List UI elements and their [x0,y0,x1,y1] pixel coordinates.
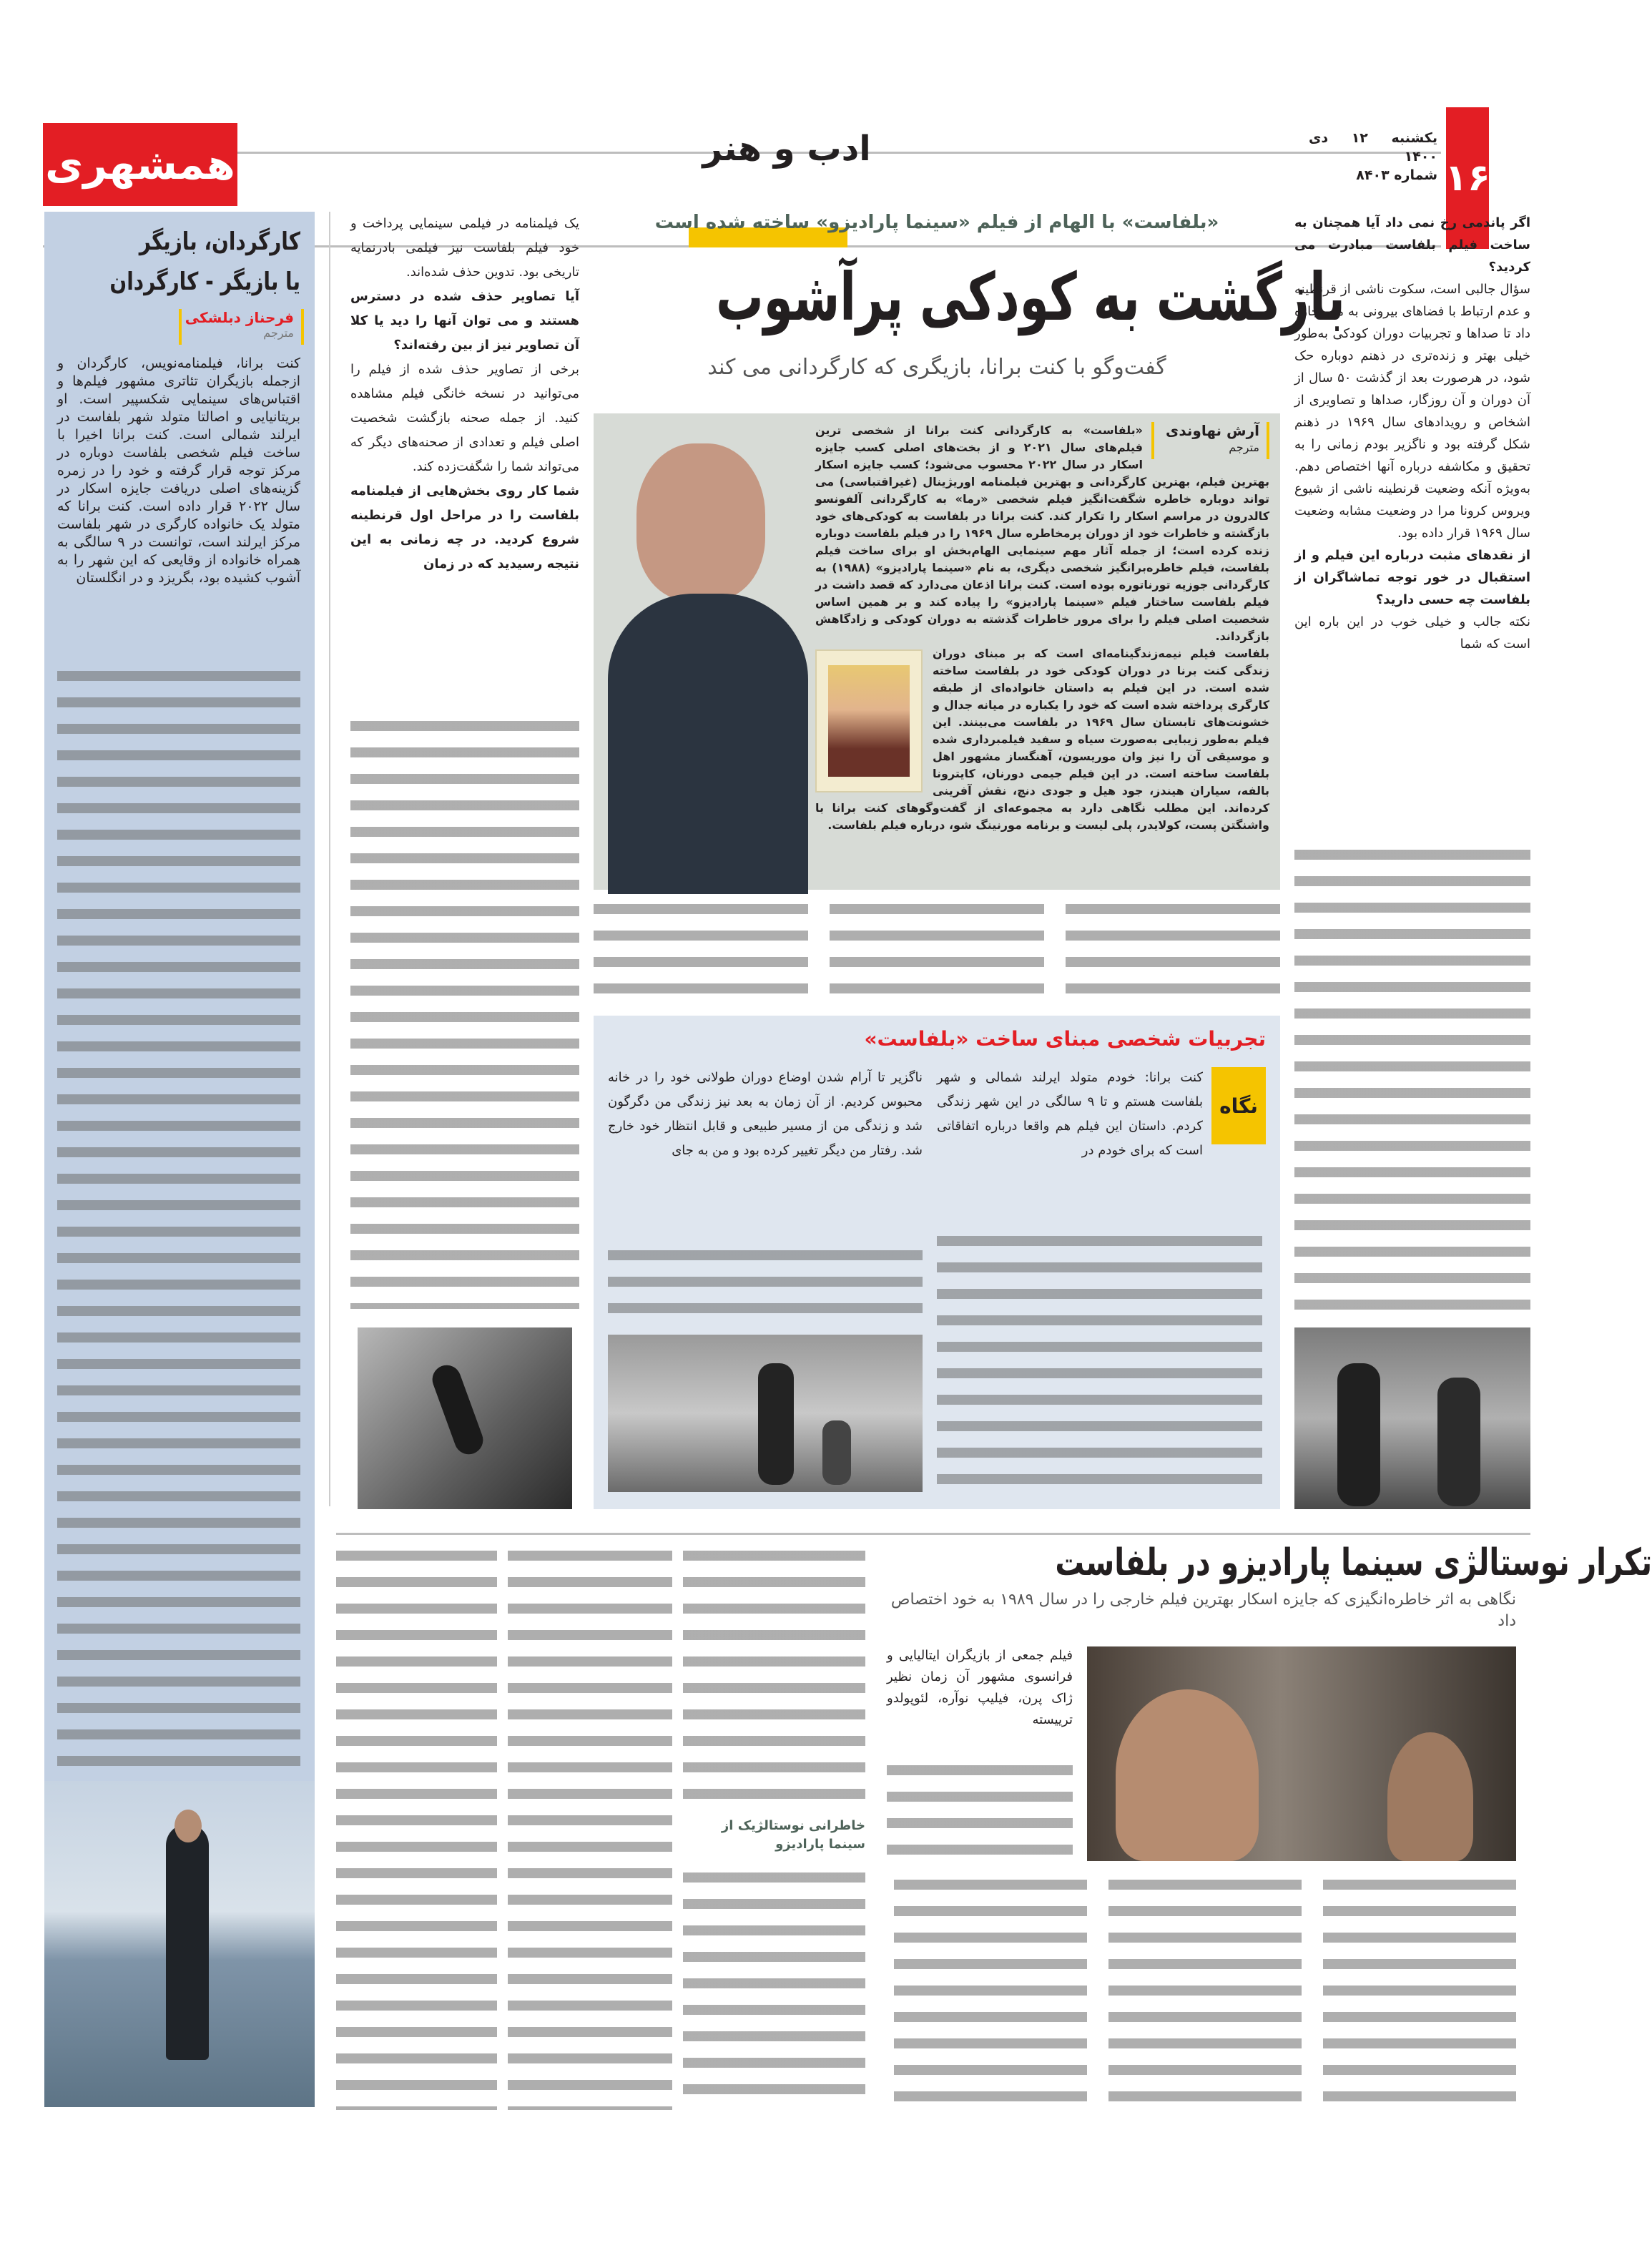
bottom-left-column-3-bottom [683,1867,865,2110]
photo-childhood-portrait [815,649,923,792]
page-number: ۱۶ [1445,157,1490,200]
logo-text: همشهری [45,140,235,189]
byline-role: مترجم [263,326,294,340]
nagah-body-text [937,1230,1262,1495]
issue-date: یکشنبه ۱۲ دی ۱۴۰۰ [1309,130,1437,165]
sidebar-intro: کنت برانا، فیلمنامه‌نویس، کارگردان و ازجمله بازیگران تئاتری مشهور فیلم‌ها و اقتباس‌های سینمایی شکسپیر است. او بریتانیایی و اصالتا متولد شهر بلفاست در ایرلند شمالی است. کنت برانا اخیرا با ساخت فیلم شخصی بلفاست دوباره در مرکز توجه قرار گرفته و خود را در زمره گزینه‌های اصلی دریافت جایزه اسکار در سال ۲۰۲۲ قرار داده است. کنت برانا که متولد یک خانواده کارگری در شهر بلفاست مرکز ایرلند است، توانست در ۹ سالگی به همراه خانواده از وقایعی که این شهر را به آشوب کشیده بود، بگریزد و در انگلستان [57,355,300,586]
issue-number: شماره ۸۴۰۳ [1356,167,1437,183]
interview-question: شما کار روی بخش‌هایی از فیلمنامه بلفاست را در مراحل اول قرنطینه شروع کردید. در چه زمانی به این نتیجه رسیدید که در زمان [350,484,579,571]
nagah-tag [1211,1067,1266,1144]
sidebar-title-line: کارگردان، بازیگر [139,227,300,256]
column-2-body-text [350,715,579,1309]
column-2-photo-boy-running [358,1327,572,1509]
issue-info [1309,129,1437,185]
bottom-body-text [887,1759,1073,1863]
main-headline-wrap [594,247,1345,348]
bottom-text-1: فیلم جمعی از بازیگران ایتالیایی و فرانسوی مشهور آن زمان نظیر ژاک پرن، فیلیپ نوآره، لئوپولدو ترییسته [887,1648,1073,1727]
nagah-text-1: کنت برانا: خودم متولد ایرلند شمالی و شهر بلفاست هستم و تا ۹ سالگی در این شهر زندگی کردم. داستان این فیلم هم واقعا درباره اتفاقاتی است که برای خودم در [937,1070,1203,1158]
byline-name: فرحناز دبلشکی [185,309,294,326]
main-subtitle: گفت‌وگو با کنت برانا، بازیگری که کارگردانی می کند [707,355,1166,380]
section-title: ادب و هنر [702,129,871,169]
bottom-subhead: خاطرانی نوستالژیک از سینما پارادیزو [721,1818,865,1852]
right-column-body-text [1294,844,1530,1316]
newspaper-logo[interactable] [43,123,237,206]
bottom-section-rule [336,1533,1530,1535]
bottom-photo-cinema-paradiso [1087,1646,1516,1861]
interview-question: اگر پاندمی رخ نمی داد آیا همچنان به ساخت فیلم بلفاست مبادرت می کردید؟ [1294,215,1530,275]
main-body-columns [594,898,1280,1006]
bottom-left-columns [336,1545,672,2110]
bottom-left-column-3-top [683,1545,865,1810]
column-2-text [350,212,579,576]
interview-answer: برخی از تصاویر حذف شده از فیلم را می‌توانید در نسخه خانگی فیلم مشاهده کنید. از جمله صحنه بازگشت شخصیت اصلی فیلم و تعدادی از صحنه‌های دیگر که می‌تواند شما را شگفت‌زده کند. [350,362,579,474]
sidebar-photo-branagh-beach [44,1781,315,2107]
sidebar-body-text [57,665,300,1767]
right-photo-family-still [1294,1327,1530,1509]
main-headline: بازگشت به کودکی پرآشوب [716,259,1345,335]
nagah-photo-film-still [608,1335,923,1492]
right-column-text [1294,212,1530,655]
byline-name: آرش نهاوندی [1166,422,1259,439]
lead-block [815,422,1269,834]
photo-kenneth-branagh [608,429,808,890]
sidebar-title-line: یا بازیگر - کارگردان [109,267,300,296]
lead-text-2: بلفاست فیلم نیمه‌زندگینامه‌ای است که بر مبنای دوران زندگی کنت برنا در دوران کودکی خود در بلفاست ساخته شده است. در این فیلم به داستان خانواده‌ای از طبقه کارگری پرداخته شده است که خود را یکباره در میانه جدال و خشونت‌های تابستان سال ۱۹۶۹ در بلفاست می‌بینند. این فیلم به‌طور زیبایی به‌صورت سیاه و سفید فیلمبرداری شده و موسیقی آن را نیز وان موریسون، آهنگساز مشهور اهل بلفاست ساخته است. در این فیلم جیمی دورنان، کایترونا بالفه، سیاران هیندز، جود هیل و جودی دنچ، نقش آفرینی کرده‌اند. این مطلب نگاهی دارد به مجموعه‌ای از گفت‌وگوهای کنت برانا با واشنگتن پست، کولایدر، پلی لیست و برنامه مورنینگ شو، درباره فیلم بلفاست. [815,647,1270,832]
interview-question: آیا تصاویر حذف شده در دسترس هستند و می توان آنها را دید یا کلا آن تصاویر نیز از بین رفته‌اند؟ [350,289,579,353]
sidebar-title [57,222,300,302]
bottom-subtitle: نگاهی به اثر خاطره‌انگیزی که جایزه اسکار بهترین فیلم خارجی را در سال ۱۹۸۹ به خود اختصاص داد [890,1591,1516,1630]
byline-role: مترجم [1229,441,1259,454]
lead-text: «بلفاست» به کارگردانی کنت برانا از شخصی ترین فیلم‌های سال ۲۰۲۱ و از بخت‌های اصلی کسب جایزه اسکار در سال ۲۰۲۲ محسوب می‌شود؛ کسب جایزه اسکار بهترین فیلم، بهترین کارگردانی و بهترین فیلمنامه اوریژینال (غیراقتباسی) می تواند دوباره خاطره شگفت‌انگیز فیلم شخصی «رما» به کارگردانی آلفونسو کالدرون در مراسم اسکار را تکرار کند. کنت برانا در بلفاست به کودکی‌های خود بازگشته و خاطرات خود از دوران پرمخاطره سال ۱۹۶۹ را در فیلم بلفاست دوباره زنده کرده است؛ از جمله آثار مهم سینمایی الهام‌بخش او برای ساخت فیلم بلفاست، فیلم خاطره‌برانگیز شخصی دیگری، به نام «سینما پارادیزو» (۱۹۸۸) به کارگردانی جوزپه تورناتوره بوده است. کنت برانا اذعان می‌دارد که قصد داشت در فیلم بلفاست ساختار فیلم «سینما پارادیزو» را پیاده کند و بر همین اساس شخصیت اصلی فیلم را برای مرور خاطرات گذشته به دوران کودکی و زادگاهش بازگرداند. [815,423,1270,643]
bottom-headline-wrap [887,1539,1652,1586]
nagah-tag-text: نگاه [1219,1094,1258,1118]
lead-byline [1151,422,1269,459]
interview-answer: نکته جالب و خیلی خوب در این باره این است که شما [1294,614,1530,652]
nagah-title: تجربیات شخصی مبنای ساخت «بلفاست» [864,1027,1266,1051]
interview-answer: سؤال جالبی است، سکوت ناشی از قرنطینه و عدم ارتباط با فضاهای بیرونی به من اجازه داد تا صداها و تجربیات دوران کودکی به‌طور خیلی بهتر و زنده‌تری در ذهنم دوباره حک شود، در هرصورت بعد از گذشت ۵۰ سال از آن دوران و آن روزگار، صداها و تصاویری از اشخاص و رویدادهای سال ۱۹۶۹ در ذهنم شکل گرفته بود و ناگزیر بودم زمانی را به تحقیق و مکاشفه درباره آنها اختصاص دهم. به‌ویژه آنکه وضعیت قرنطینه ناشی از شیوع ویروس کرونا مرا در وضعیت مشابه وضعیت سال ۱۹۶۹ قرار داده بود. [1294,282,1530,541]
sidebar-byline [179,309,304,345]
nagah-body-text [608,1245,923,1323]
bottom-headline: تکرار نوستالژی سینما پارادیزو در بلفاست [1055,1541,1652,1584]
column-divider [329,212,330,1506]
nagah-text-2: ناگزیر تا آرام شدن اوضاع دوران طولانی خود را در خانه محبوس کردیم. از آن زمان به بعد نیز زندگی من دگرگون شد و زندگی من از مسیر طبیعی و قابل انتظار خود خارج شد. رفتار من دیگر تغییر کرده بود و من به جای [608,1070,923,1158]
column-2-paragraph: یک فیلمنامه در فیلمی سینمایی پرداخت و خود فیلم بلفاست نیز فیلمی بادرنمایه تاریخی بود. تدوین حذف شده‌اند. [350,216,579,280]
interview-question: از نقدهای مثبت درباره این فیلم و از استقبال در خور توجه تماشاگران از بلفاست چه حسی دارید؟ [1294,548,1530,607]
bottom-body-columns [887,1874,1516,2110]
main-kicker: «بلفاست» با الهام از فیلم «سینما پارادیزو» ساخته شده است [654,212,1219,233]
